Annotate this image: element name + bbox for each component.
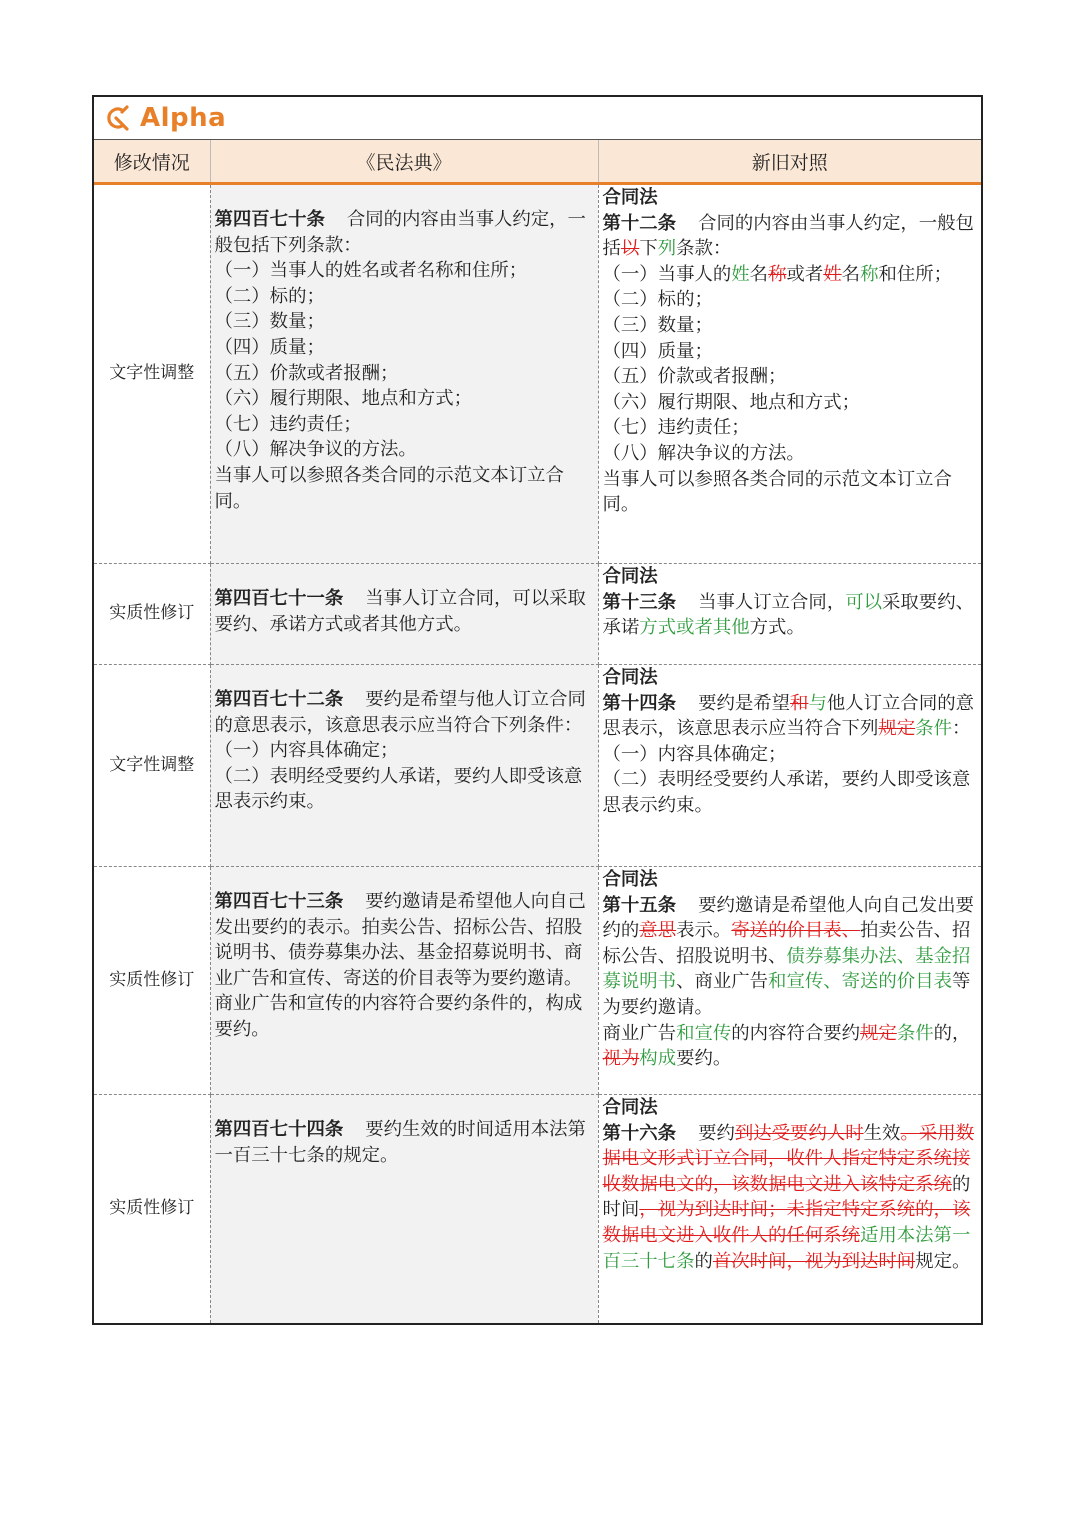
deleted-text: 寄送的价目表、 (731, 920, 861, 942)
old-text: （一）当事人的 (602, 263, 732, 285)
old-text: （四）质量； (602, 340, 713, 362)
table-row (94, 1095, 981, 1323)
old-text: 合同的内容由当事人约定，一般包括 (602, 212, 974, 260)
inserted-text: 适用本法第一百三十七条 (602, 1224, 971, 1272)
inserted-text: 可以 (845, 591, 883, 613)
old-text: 要约邀请是希望他人向自己发出要约的 (602, 894, 974, 942)
old-text: （二）标的； (602, 289, 713, 311)
civil-article-number: 第四百七十二条 (214, 689, 344, 710)
old-text: 采取要约、承诺 (602, 591, 974, 639)
old-text: 当事人订立合同， (698, 591, 846, 613)
deleted-text: 意思 (639, 920, 677, 942)
brand-name: Alpha (140, 103, 227, 133)
old-law-name: 合同法 (602, 1097, 658, 1118)
civil-text: （四）质量； (214, 336, 325, 358)
civil-code-cell (210, 867, 598, 1095)
old-text: ： (951, 718, 971, 740)
old-law-name: 合同法 (602, 869, 658, 890)
civil-article-number: 第四百七十三条 (214, 891, 344, 912)
civil-text: 要约邀请是希望他人向自己发出要约的表示。拍卖公告、招标公告、招股说明书、债券募集办法、基金招募说明书、商业广告和宣传、寄送的价目表等为要约邀请。 (214, 891, 586, 989)
civil-text: 要约生效的时间适用本法第一百三十七条的规定。 (214, 1119, 586, 1166)
old-text: 名 (749, 263, 769, 285)
civil-paragraph (215, 889, 595, 991)
civil-text: （三）数量； (214, 311, 325, 333)
civil-code-cell (210, 184, 598, 564)
inserted-text: 方式或者其他 (639, 617, 750, 639)
civil-article-number: 第四百七十条 (214, 209, 325, 230)
civil-paragraph (215, 361, 595, 387)
civil-text: 当事人订立合同，可以采取要约、承诺方式或者其他方式。 (214, 588, 586, 635)
old-text: 和住所； (878, 263, 953, 285)
deleted-text: 称 (768, 263, 787, 285)
old-law-name: 合同法 (602, 667, 658, 688)
old-law-body (603, 590, 979, 641)
old-text: 规定。 (915, 1250, 971, 1272)
deleted-text: 和 (790, 692, 809, 714)
civil-paragraph (215, 386, 595, 412)
inserted-text: 条件 (915, 718, 952, 740)
old-text: （二）表明经受要约人承诺，要约人即受该意思表示约束。 (602, 769, 971, 816)
comparison-document (92, 95, 983, 1325)
old-law-name: 合同法 (602, 566, 658, 587)
civil-paragraph (215, 284, 595, 310)
table-row (94, 867, 981, 1095)
table-row (94, 184, 981, 564)
deleted-text: 到达受要约人时 (734, 1122, 864, 1144)
old-text: （一）内容具体确定； (602, 743, 787, 765)
old-text: 的时间 (602, 1173, 971, 1221)
old-article-number: 第十四条 (602, 692, 677, 714)
deleted-text: ，视为到达时间；未指定特定系统的，该数据电文进入收件人的任何系统 (602, 1199, 971, 1246)
change-type-cell: 实质性修订 (94, 1095, 210, 1323)
old-text: 要约是希望 (698, 692, 791, 714)
old-law-cell (598, 867, 981, 1095)
old-law-cell (598, 1095, 981, 1323)
header-change-type: 修改情况 (94, 140, 210, 184)
civil-text: （二）标的； (214, 285, 325, 307)
deleted-text: 以 (620, 238, 640, 260)
old-article-number: 第十三条 (602, 591, 677, 613)
old-article-number: 第十五条 (602, 894, 677, 916)
deleted-text: 。 (900, 1122, 919, 1144)
header-comparison: 新旧对照 (598, 140, 981, 184)
civil-text: 商业广告和宣传的内容符合要约条件的，构成要约。 (214, 993, 583, 1040)
civil-article-number: 第四百七十一条 (214, 588, 344, 609)
civil-text: 合同的内容由当事人约定，一般包括下列条款： (214, 209, 586, 256)
old-text: 要约 (698, 1122, 735, 1144)
old-text: 方式。 (749, 617, 805, 639)
inserted-text: 条件 (896, 1022, 934, 1044)
civil-text: 当事人可以参照各类合同的示范文本订立合同。 (214, 464, 564, 512)
civil-paragraph (215, 687, 595, 738)
change-type-cell: 文字性调整 (94, 184, 210, 564)
old-law-body (603, 893, 979, 1072)
inserted-text: 姓 (731, 263, 750, 285)
inserted-text: 、寄送的价目表 (823, 971, 952, 993)
deleted-text: 姓 (823, 263, 842, 285)
old-text: 生效 (863, 1122, 901, 1144)
old-article-number: 第十六条 (602, 1122, 677, 1144)
old-text: 、商业广告 (676, 971, 769, 993)
civil-paragraph (215, 738, 595, 764)
old-text: 条款： (676, 238, 732, 260)
old-law-body (603, 691, 979, 819)
deleted-text: 首次时间，视为到达时间 (712, 1250, 916, 1272)
civil-text: （二）表明经受要约人承诺，要约人即受该意思表示约束。 (214, 765, 583, 813)
deleted-text: 规定 (860, 1022, 897, 1044)
table-header (94, 140, 981, 184)
civil-paragraph (215, 991, 595, 1042)
old-law-body (603, 1121, 979, 1275)
civil-text: （五）价款或者报酬； (214, 362, 399, 384)
old-law-cell (598, 184, 981, 564)
old-law-name: 合同法 (602, 187, 658, 208)
civil-paragraph (215, 437, 595, 463)
old-law-cell (598, 665, 981, 867)
deleted-text: 采用数据电文形式订立合同，收件人指定特定系统接收数据电文的，该数据电文进入该特定系统 (602, 1122, 975, 1195)
civil-paragraph (215, 207, 595, 258)
brand-bar (94, 97, 981, 140)
civil-text: （六）履行期限、地点和方式； (214, 388, 472, 410)
civil-paragraph (215, 412, 595, 438)
old-text: 当事人可以参照各类合同的示范文本订立合同。 (602, 468, 952, 516)
deleted-text: 规定 (878, 718, 916, 740)
inserted-text: 列 (657, 238, 677, 260)
civil-text: 要约是希望与他人订立合同的意思表示，该意思表示应当符合下列条件： (214, 689, 586, 736)
old-text: 名 (841, 263, 861, 285)
civil-paragraph (215, 258, 595, 284)
civil-paragraph (215, 335, 595, 361)
change-type-cell: 文字性调整 (94, 665, 210, 867)
old-text: 或者 (786, 263, 824, 285)
old-text: （三）数量； (602, 314, 713, 336)
old-article-number: 第十二条 (602, 212, 677, 234)
old-text: 要约。 (676, 1048, 732, 1070)
civil-paragraph (215, 1117, 595, 1168)
old-text: （六）履行期限、地点和方式； (602, 391, 860, 413)
header-civil-code: 《民法典》 (210, 140, 598, 184)
comparison-table (94, 140, 981, 1323)
civil-code-cell (210, 564, 598, 665)
old-law-body (603, 211, 979, 518)
old-text: （五）价款或者报酬； (602, 366, 787, 388)
civil-text: （一）当事人的姓名或者名称和住所； (214, 260, 528, 282)
civil-article-number: 第四百七十四条 (214, 1119, 344, 1140)
inserted-text: 和宣传 (768, 971, 824, 993)
table-row (94, 564, 981, 665)
civil-paragraph (215, 764, 595, 815)
old-text: 下 (639, 238, 658, 260)
change-type-cell: 实质性修订 (94, 867, 210, 1095)
old-text: 的 (694, 1250, 713, 1272)
old-text: （七）违约责任； (602, 417, 750, 439)
civil-text: （八）解决争议的方法。 (214, 439, 417, 461)
old-text: 的内容符合要约 (731, 1022, 861, 1044)
table-row (94, 665, 981, 867)
old-text: （八）解决争议的方法。 (602, 442, 805, 464)
civil-code-cell (210, 1095, 598, 1323)
civil-paragraph (215, 586, 595, 637)
old-text: 表示。 (676, 920, 732, 942)
inserted-text: 与 (808, 692, 827, 714)
inserted-text: 和宣传 (676, 1022, 732, 1044)
alpha-logo-icon (102, 104, 130, 132)
old-text: 他人订立合同的意思表示，该意思表示应当符合下列 (602, 692, 974, 740)
old-law-cell (598, 564, 981, 665)
old-text: 拍卖公告、招标公告、招股说明书、 (602, 920, 971, 967)
civil-text: （七）违约责任； (214, 413, 362, 435)
inserted-text: 称 (860, 263, 879, 285)
old-text: 商业广告 (602, 1022, 677, 1044)
civil-code-cell (210, 665, 598, 867)
civil-paragraph (215, 309, 595, 335)
inserted-text: 债券募集办法、基金招募说明书 (602, 945, 971, 993)
civil-paragraph (215, 463, 595, 514)
change-type-cell: 实质性修订 (94, 564, 210, 665)
deleted-text: 视为 (602, 1048, 640, 1070)
civil-text: （一）内容具体确定； (214, 740, 399, 762)
old-text: 的， (933, 1022, 971, 1044)
inserted-text: 构成 (639, 1048, 677, 1070)
old-text: 等为要约邀请。 (602, 971, 971, 1018)
